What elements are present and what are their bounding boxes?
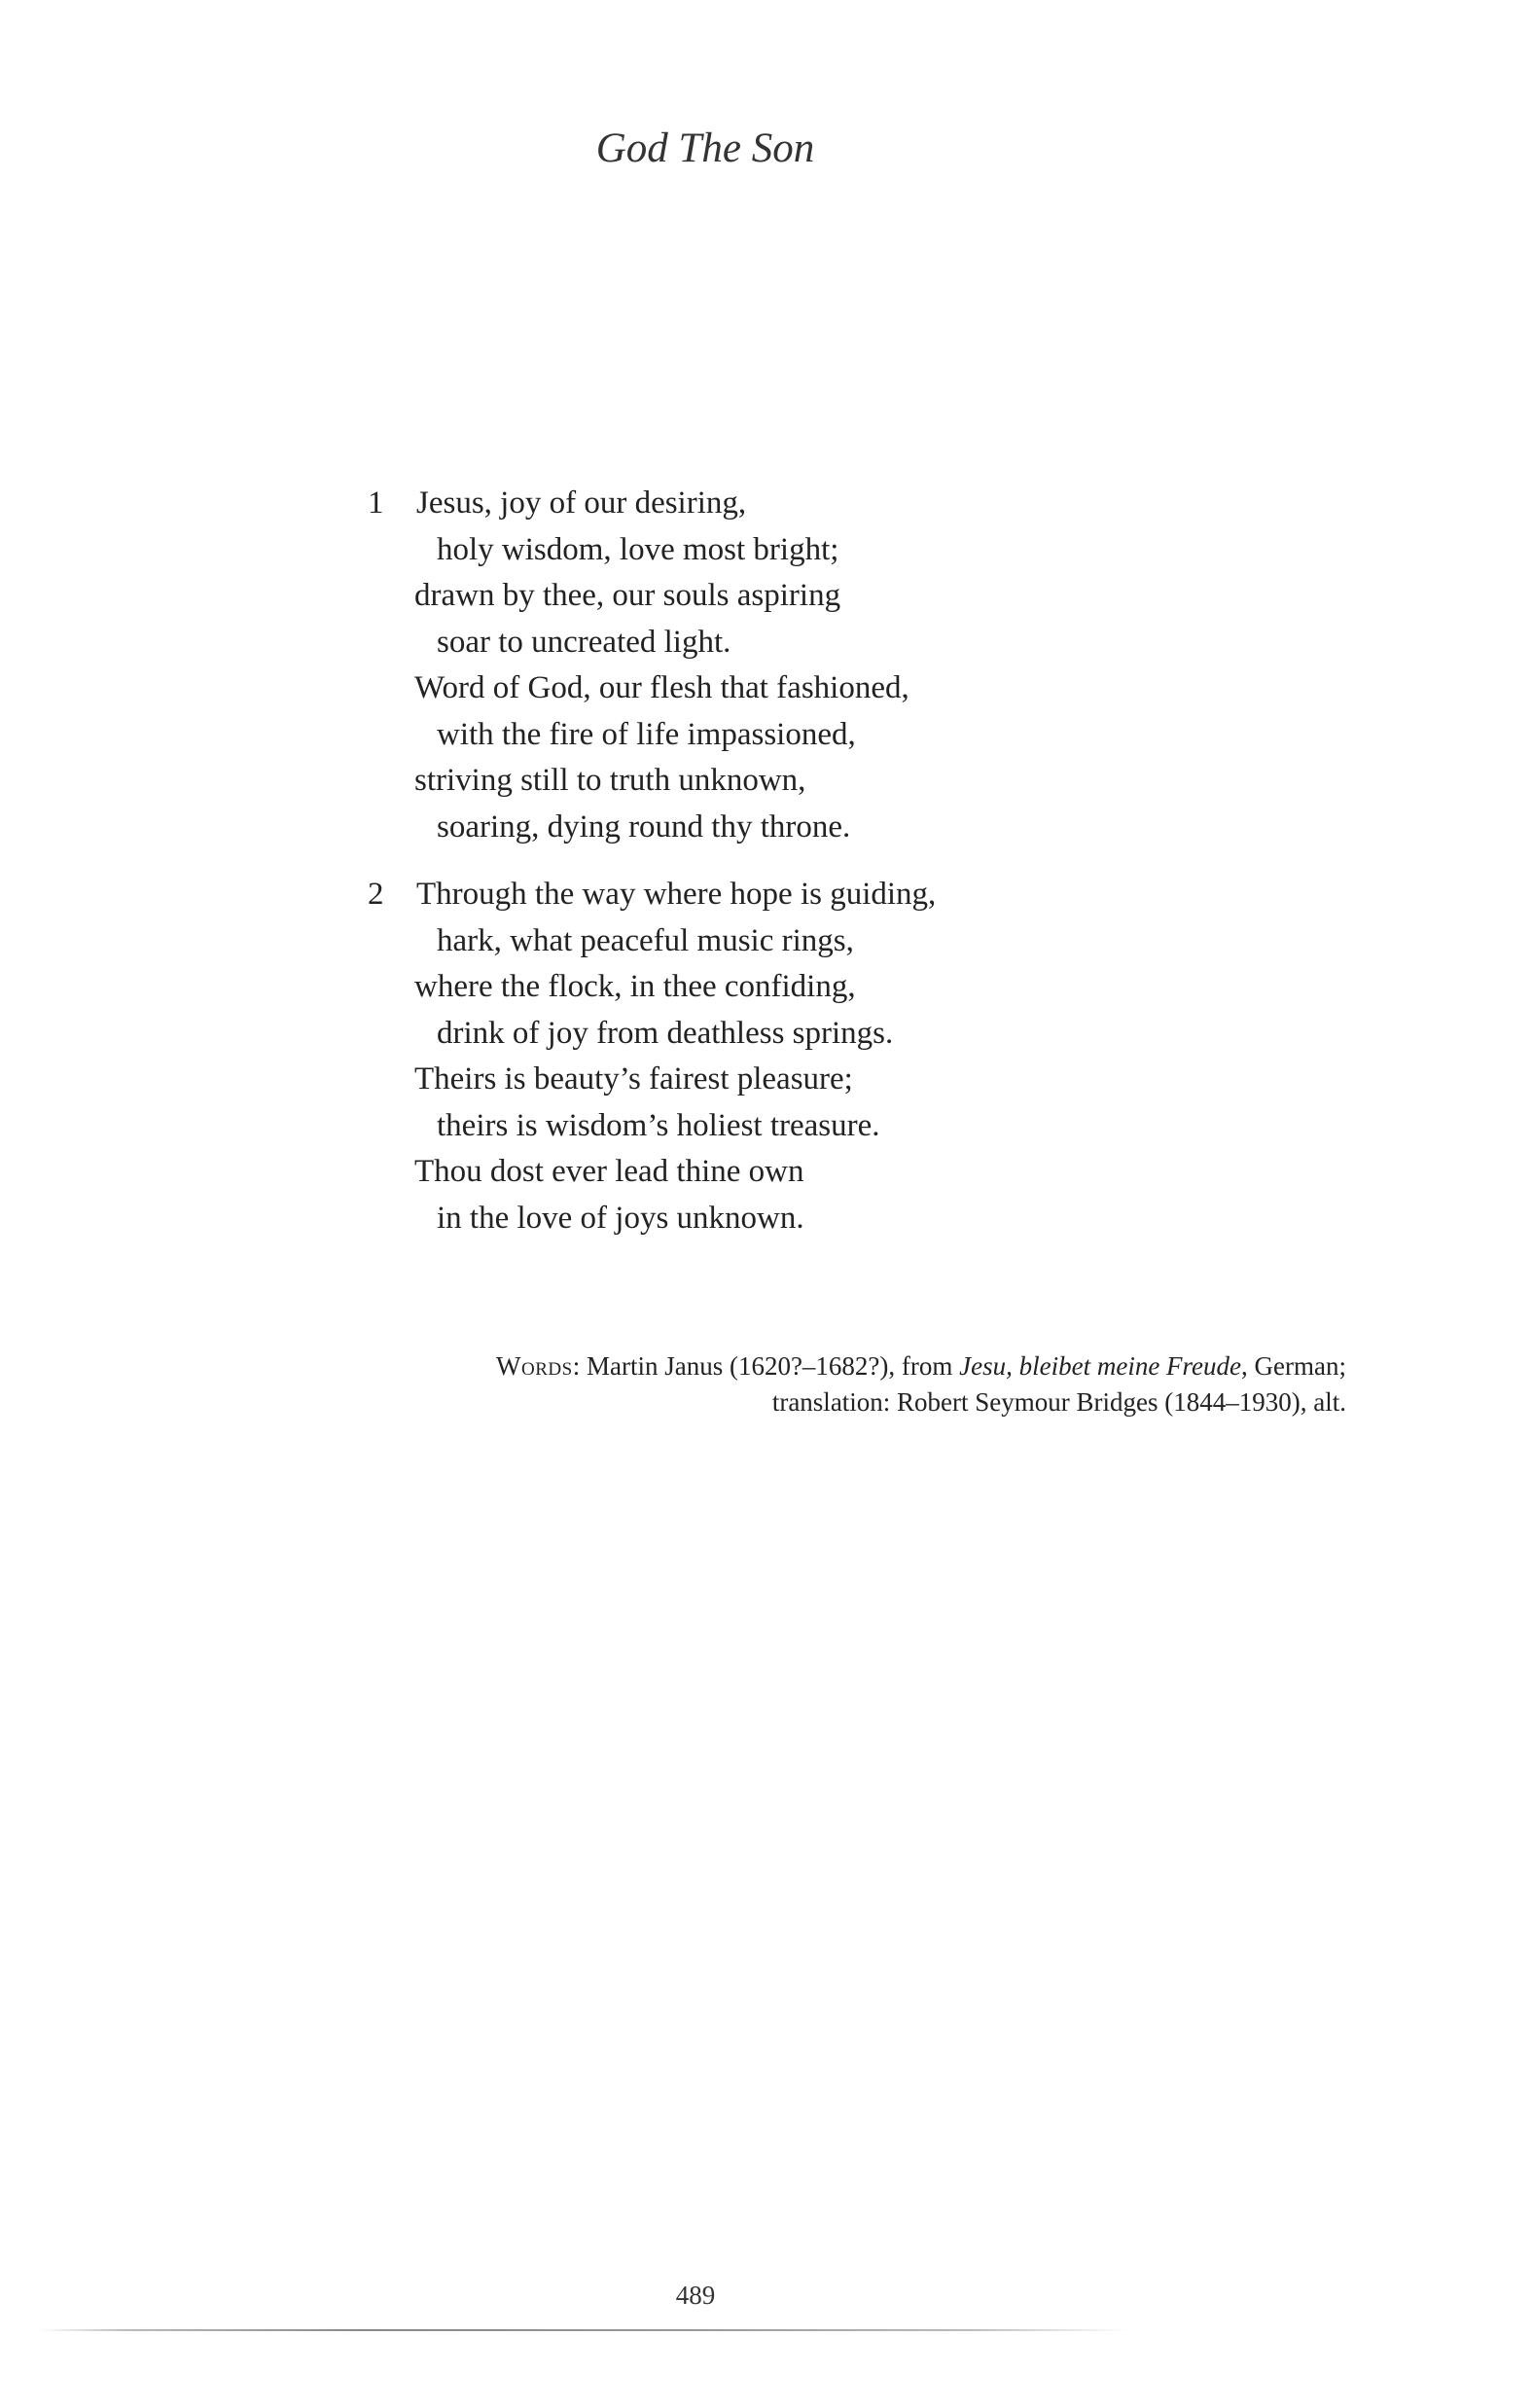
verse-line: drawn by thee, our souls aspiring	[414, 578, 841, 613]
attribution-line-2: translation: Robert Seymour Bridges (1844–1930), alt.	[771, 1387, 1346, 1417]
verse-line: Thou dost ever lead thine own	[414, 1154, 804, 1189]
words-label: Words	[496, 1351, 573, 1381]
verse-number: 2	[368, 877, 384, 912]
verse-1	[360, 481, 1138, 850]
verse-2	[360, 872, 1138, 1241]
verse-line: hark, what peaceful music rings,	[437, 922, 854, 958]
verse-line: soaring, dying round thy throne.	[437, 809, 851, 845]
verse-line: Word of God, our flesh that fashioned,	[414, 670, 909, 705]
footer-rule	[39, 2329, 1128, 2331]
words-attribution	[276, 1348, 1346, 1420]
verse-line: holy wisdom, love most bright;	[437, 531, 839, 567]
verse-line: in the love of joys unknown.	[437, 1200, 804, 1236]
page-title: God The Son	[595, 126, 815, 171]
verse-line: striving still to truth unknown,	[414, 763, 806, 798]
page-number: 489	[675, 2281, 716, 2310]
verse-line: theirs is wisdom’s holiest treasure.	[437, 1107, 880, 1143]
verse-line: soar to uncreated light.	[437, 624, 731, 660]
verse-line: Jesus, joy of our desiring,	[416, 485, 747, 521]
verse-line: Through the way where hope is guiding,	[416, 877, 937, 912]
verse-number: 1	[368, 485, 384, 521]
verse-line: where the flock, in thee confiding,	[414, 969, 856, 1004]
verse-line: Theirs is beauty’s fairest pleasure;	[414, 1061, 853, 1096]
verse-line: drink of joy from deathless springs.	[437, 1015, 894, 1051]
author-text: : Martin Janus (1620?–1682?), from	[572, 1351, 960, 1381]
attribution-line-1	[276, 1348, 1346, 1384]
language-text: , German;	[1241, 1351, 1346, 1381]
hymn-text	[360, 481, 1138, 1241]
source-title: Jesu, bleibet meine Freude	[959, 1351, 1242, 1381]
verse-line: with the fire of life impassioned,	[437, 716, 856, 752]
